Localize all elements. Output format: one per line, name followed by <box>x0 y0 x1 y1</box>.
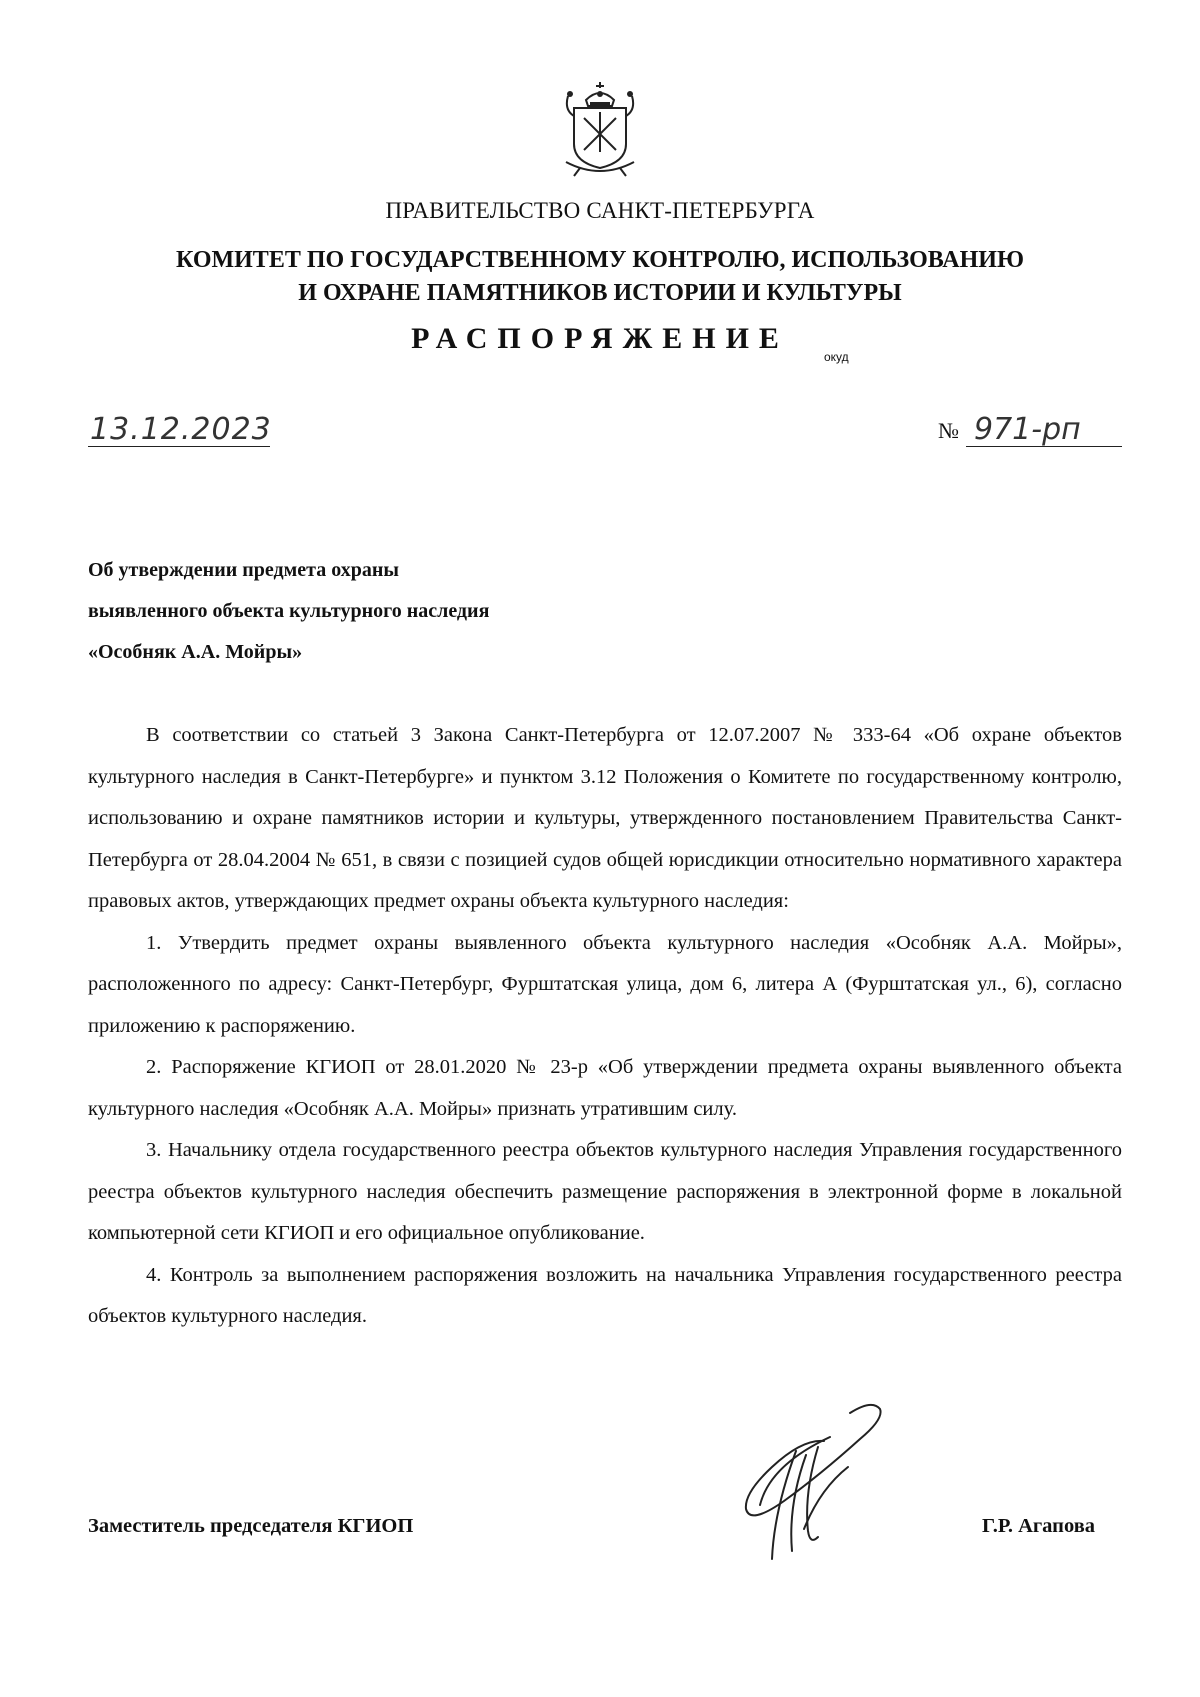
okud-label: окуд <box>824 350 849 364</box>
document-number: 971-рп <box>974 412 1081 447</box>
saint-petersburg-coat-of-arms-icon <box>560 78 640 178</box>
subject-line-1: Об утверждении предмета охраны <box>88 559 399 581</box>
item-3-paragraph: 3. Начальнику отдела государственного реестра объектов культурного наследия Управления государственного реестра объектов культурного наследия обеспечить размещение распоряжения в электронной форме в локальной компьютерной сети КГИОП и его официальное опубликование. <box>88 1139 1122 1244</box>
document-body <box>88 715 1122 1338</box>
subject-line-3: «Особняк А.А. Мойры» <box>88 641 303 663</box>
item-4-paragraph: 4. Контроль за выполнением распоряжения возложить на начальника Управления государственного реестра объектов культурного наследия. <box>88 1263 1122 1327</box>
item-2-paragraph: 2. Распоряжение КГИОП от 28.01.2020 № 23-р «Об утверждении предмета охраны выявленного объекта культурного наследия «Особняк А.А. Мойры» признать утратившим силу. <box>88 1056 1122 1120</box>
signer-position: Заместитель председателя КГИОП <box>88 1515 414 1537</box>
number-label: № <box>938 418 959 443</box>
document-date: 13.12.2023 <box>90 412 272 447</box>
document-type-title: РАСПОРЯЖЕНИЕ <box>411 322 789 355</box>
item-1-paragraph: 1. Утвердить предмет охраны выявленного объекта культурного наследия «Особняк А.А. Мойры», расположенного по адресу: Санкт-Петербург, Фурштатская улица, дом 6, литера А (Фурштатская ул., 6), согласно приложению к распоряжению. <box>88 931 1122 1037</box>
document-number-field <box>966 412 1122 447</box>
committee-name-line-2: И ОХРАНЕ ПАМЯТНИКОВ ИСТОРИИ И КУЛЬТУРЫ <box>298 280 902 306</box>
document-date-field <box>88 410 270 447</box>
committee-name <box>0 244 1200 310</box>
government-name: ПРАВИТЕЛЬСТВО САНКТ-ПЕТЕРБУРГА <box>385 198 815 223</box>
handwritten-signature-icon <box>700 1395 910 1585</box>
document-subject <box>88 550 688 673</box>
committee-name-line-1: КОМИТЕТ ПО ГОСУДАРСТВЕННОМУ КОНТРОЛЮ, ИСПОЛЬЗОВАНИЮ <box>176 247 1024 273</box>
subject-line-2: выявленного объекта культурного наследия <box>88 600 490 622</box>
preamble-paragraph: В соответствии со статьей 3 Закона Санкт-Петербурга от 12.07.2007 № 333-64 «Об охране объектов культурного наследия в Санкт-Петербурге» и пунктом 3.12 Положения о Комитете по государственному контролю, использованию и охране памятников истории и культуры, утвержденного постановлением Правительства Санкт-Петербурга от 28.04.2004 № 651, в связи с позицией судов общей юрисдикции относительно нормативного характера правовых актов, утверждающих предмет охраны объекта культурного наследия: <box>88 724 1122 912</box>
signer-name: Г.Р. Агапова <box>982 1515 1096 1537</box>
